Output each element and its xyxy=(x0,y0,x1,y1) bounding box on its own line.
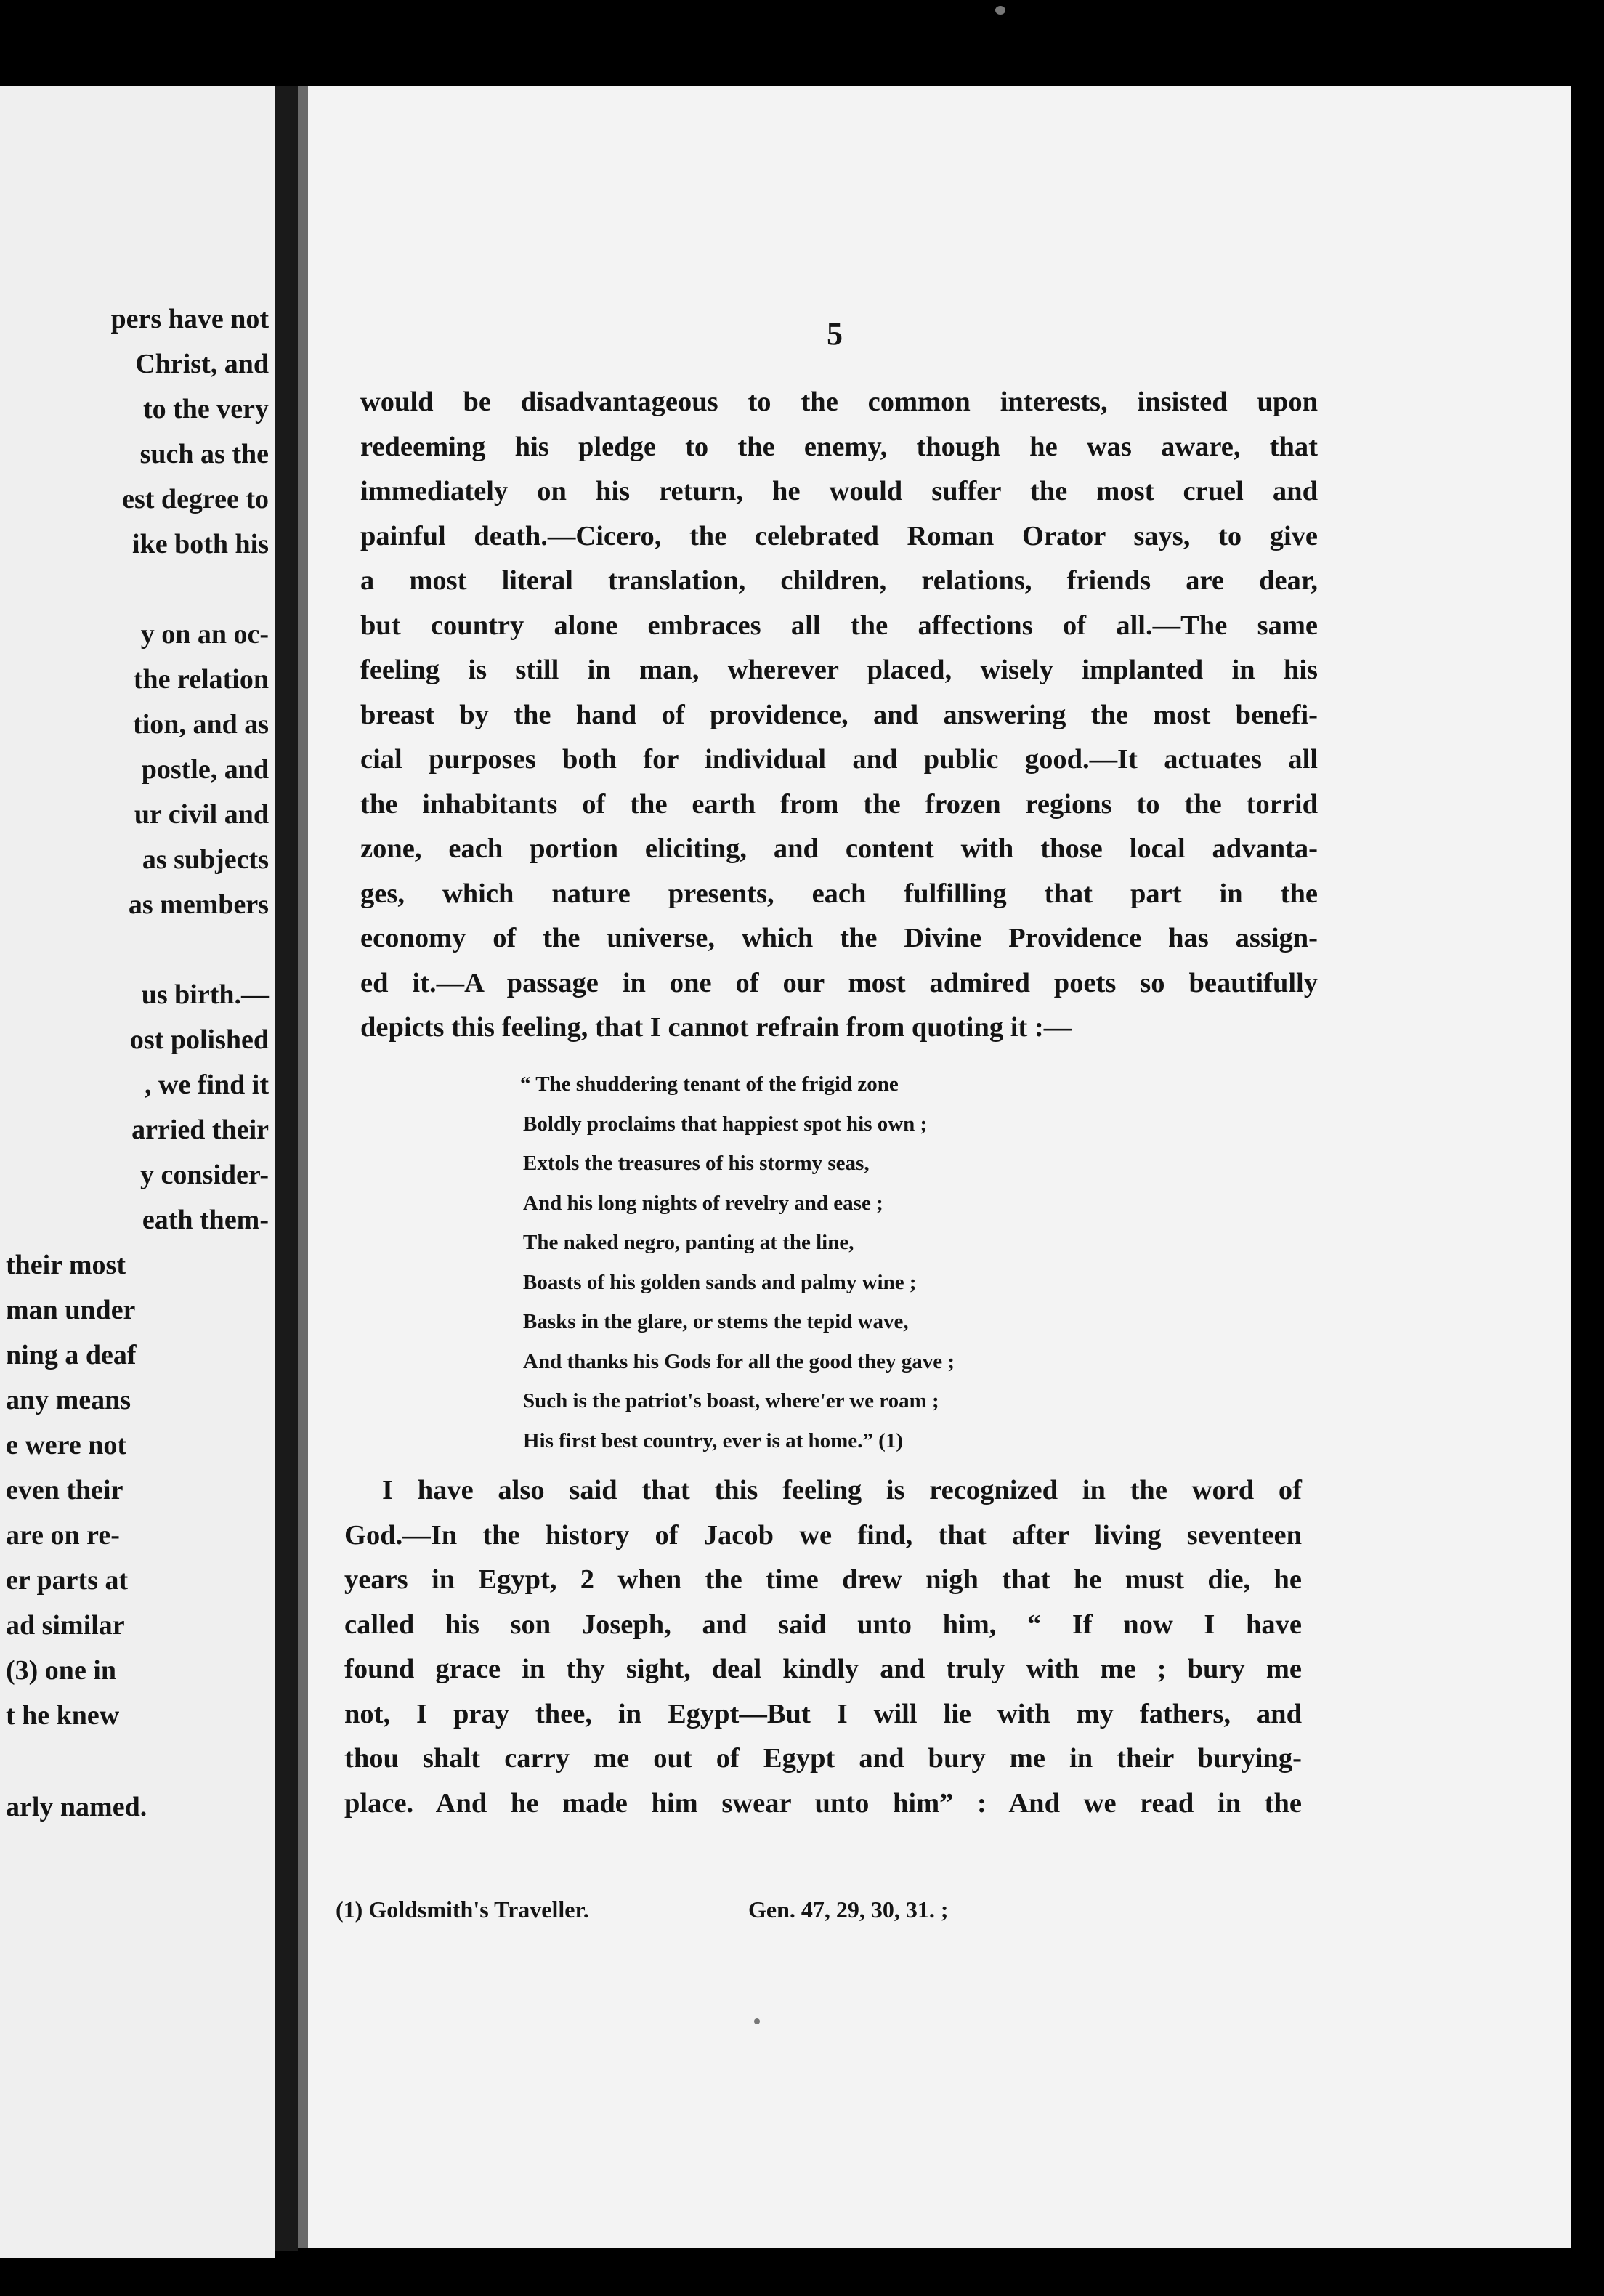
left-page-fragment xyxy=(0,86,275,2258)
verse-line: Such is the patriot's boast, where'er we roam ; xyxy=(523,1389,939,1412)
verse-line: Boldly proclaims that happiest spot his own ; xyxy=(523,1112,928,1136)
text-line: God.—In the history of Jacob we find, that after living seventeen xyxy=(344,1519,1302,1551)
footnote-citation: (1) Goldsmith's Traveller. xyxy=(336,1896,589,1923)
text-line: immediately on his return, he would suffer the most cruel and xyxy=(360,476,1318,506)
text-line: would be disadvantageous to the common interests, insisted upon xyxy=(360,387,1318,417)
scan-speck xyxy=(995,6,1005,15)
left-page-line: ning a deaf xyxy=(6,1340,137,1370)
footnote-scripture-reference: Gen. 47, 29, 30, 31. ; xyxy=(748,1896,949,1923)
page-number: 5 xyxy=(827,316,843,352)
left-page-line: such as the xyxy=(139,439,269,469)
verse-line: “ The shuddering tenant of the frigid zone xyxy=(520,1072,899,1096)
left-page-line: t he knew xyxy=(6,1700,120,1731)
verse-line: And thanks his Gods for all the good they gave ; xyxy=(523,1349,955,1373)
left-page-line: their most xyxy=(6,1250,126,1280)
left-page-line: er parts at xyxy=(6,1565,129,1596)
left-page-line: ike both his xyxy=(132,529,269,559)
text-line: zone, each portion eliciting, and content with those local advanta- xyxy=(360,833,1318,864)
left-page-line: ad similar xyxy=(6,1610,125,1641)
text-line: painful death.—Cicero, the celebrated Roman Orator says, to give xyxy=(360,520,1318,551)
left-page-line: tion, and as xyxy=(133,709,269,740)
left-page-line: Christ, and xyxy=(135,349,269,379)
left-page-line: y consider- xyxy=(140,1160,269,1190)
left-page-line: e were not xyxy=(6,1430,127,1460)
left-page-line: ur civil and xyxy=(134,799,269,830)
text-line: cial purposes both for individual and public good.—It actuates all xyxy=(360,744,1318,775)
text-line: a most literal translation, children, relations, friends are dear, xyxy=(360,565,1318,596)
left-page-line: as subjects xyxy=(142,844,269,875)
text-line: I have also said that this feeling is recognized in the word of xyxy=(382,1475,1302,1505)
verse-line: His first best country, ever is at home.” (1) xyxy=(523,1428,903,1452)
left-page-line: as members xyxy=(128,889,269,920)
left-page-line: even their xyxy=(6,1475,123,1505)
verse-line: The naked negro, panting at the line, xyxy=(523,1231,854,1254)
left-page-line: pers have not xyxy=(110,304,269,334)
verse-line: And his long nights of revelry and ease ; xyxy=(523,1191,883,1215)
text-line: breast by the hand of providence, and answering the most benefi- xyxy=(360,699,1318,730)
verse-line: Boasts of his golden sands and palmy wine ; xyxy=(523,1270,917,1294)
left-page-line: ost polished xyxy=(129,1024,269,1055)
left-page-line: (3) one in xyxy=(6,1655,116,1686)
text-line: place. And he made him swear unto him” : And we read in the xyxy=(344,1787,1302,1819)
left-page-line: y on an oc- xyxy=(140,619,269,650)
text-line: ed it.—A passage in one of our most admired poets so beautifully xyxy=(360,967,1318,998)
book-gutter xyxy=(275,86,298,2251)
text-line: economy of the universe, which the Divine Providence has assign- xyxy=(360,923,1318,953)
left-page-line: arly named. xyxy=(6,1792,147,1822)
left-page-line: are on re- xyxy=(6,1520,120,1551)
text-line: redeeming his pledge to the enemy, though he was aware, that xyxy=(360,431,1318,462)
text-line: the inhabitants of the earth from the frozen regions to the torrid xyxy=(360,788,1318,820)
text-line: feeling is still in man, wherever placed, wisely implanted in his xyxy=(360,655,1318,685)
text-line: ges, which nature presents, each fulfilling that part in the xyxy=(360,878,1318,909)
left-page-line: arried their xyxy=(131,1115,269,1145)
text-line: thou shalt carry me out of Egypt and bury me in their burying- xyxy=(344,1743,1302,1774)
left-page-line: est degree to xyxy=(122,484,269,514)
left-page-line: man under xyxy=(6,1295,136,1325)
text-line: depicts this feeling, that I cannot refrain from quoting it :— xyxy=(360,1012,1072,1043)
left-page-line: eath them- xyxy=(142,1205,269,1235)
left-page-line: postle, and xyxy=(141,754,269,785)
left-page-line: , we find it xyxy=(145,1070,269,1100)
verse-line: Extols the treasures of his stormy seas, xyxy=(523,1152,870,1175)
left-page-line: to the very xyxy=(142,394,269,424)
text-line: years in Egypt, 2 when the time drew nigh that he must die, he xyxy=(344,1564,1302,1595)
verse-line: Basks in the glare, or stems the tepid wave, xyxy=(523,1310,909,1333)
left-page-line: any means xyxy=(6,1385,131,1415)
page-edge-shadow xyxy=(298,86,308,2248)
left-page-line: us birth.— xyxy=(141,979,269,1010)
text-line: found grace in thy sight, deal kindly and truly with me ; bury me xyxy=(344,1654,1302,1684)
text-line: called his son Joseph, and said unto him, “ If now I have xyxy=(344,1609,1302,1640)
text-line: not, I pray thee, in Egypt—But I will lie with my fathers, and xyxy=(344,1698,1302,1729)
scan-speck xyxy=(754,2018,760,2024)
left-page-line: the relation xyxy=(133,664,269,695)
text-line: but country alone embraces all the affections of all.—The same xyxy=(360,610,1318,641)
